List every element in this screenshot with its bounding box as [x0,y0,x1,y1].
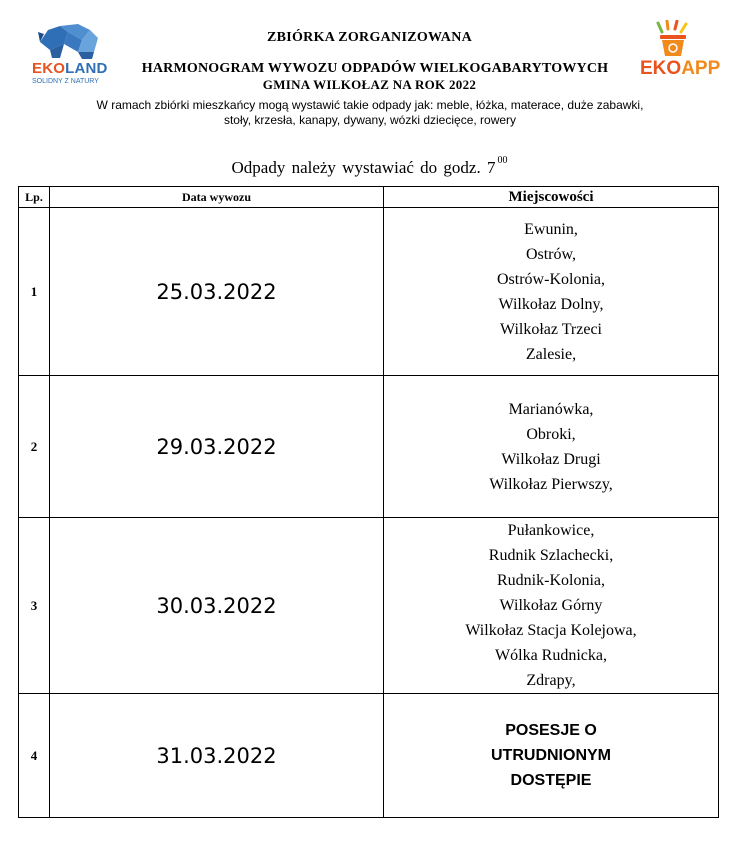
intro-line-1: W ramach zbiórki mieszkańcy mogą wystawić takie odpady jak: meble, łóżka, materace, duże zabawki, [96,98,644,112]
row-number: 1 [19,208,50,376]
table-header-row [19,187,719,208]
pickup-date: 31.03.2022 [50,694,384,818]
table-row [19,376,719,518]
header-lp: Lp. [19,187,50,208]
ekoapp-wordmark: EKOAPP [640,58,721,79]
place-item: Zdrapy, [526,672,576,689]
place-item: Wilkołaz Stacja Kolejowa, [465,622,637,639]
pickup-time-text: Odpady należy wystawiać do godz. 7 [231,158,496,177]
place-item: Ewunin, [524,220,578,238]
table-row [19,518,719,694]
places-list [384,518,719,694]
place-item: Ostrów, [525,245,577,263]
place-item: Zalesie, [525,345,577,363]
pickup-time-note [0,155,739,178]
place-item: Marianówka, [508,400,594,418]
row-number: 4 [19,694,50,818]
place-item: Wilkołaz Pierwszy, [489,475,613,493]
places-list [384,208,719,376]
pickup-date: 25.03.2022 [50,208,384,376]
place-item: Wilkołaz Drugi [501,450,601,468]
ekoland-wordmark: EKOLAND [32,60,108,77]
place-item: UTRUDNIONYM [491,747,611,764]
schedule-table [18,186,719,818]
place-item: Wólka Rudnicka, [495,647,607,664]
heading-municipality-year: GMINA WILKOŁAZ NA ROK 2022 [262,77,477,92]
place-item: DOSTĘPIE [510,772,592,789]
place-item: Rudnik Szlachecki, [488,547,614,564]
place-item: POSESJE O [505,722,597,739]
place-item: Wilkołaz Górny [499,597,603,614]
row-number: 3 [19,518,50,694]
place-item: Wilkołaz Dolny, [498,295,604,313]
intro-line-2: stoły, krzesła, kanapy, dywany, wózki dziecięce, rowery [223,113,517,127]
place-item: Rudnik-Kolonia, [497,572,605,589]
heading-collection-type: ZBIÓRKA ZORGANIZOWANA [266,30,473,45]
place-item: Pułankowice, [507,522,595,539]
row-number: 2 [19,376,50,518]
pickup-date: 29.03.2022 [50,376,384,518]
place-item: Wilkołaz Trzeci [500,320,602,338]
place-item: Ostrów-Kolonia, [497,270,605,288]
places-list [384,376,719,518]
place-item: Obroki, [526,425,576,443]
pickup-time-minutes: 00 [497,155,508,166]
ekoland-tagline: SOLIDNY Z NATURY [32,78,99,85]
header-places: Miejscowości [384,187,719,208]
intro-text [60,98,680,128]
heading-schedule: HARMONOGRAM WYWOZU ODPADÓW WIELKOGABARYTOWYCH [141,61,609,76]
header-date: Data wywozu [50,187,384,208]
places-list [384,694,719,818]
pickup-date: 30.03.2022 [50,518,384,694]
table-row [19,694,719,818]
table-row [19,208,719,376]
